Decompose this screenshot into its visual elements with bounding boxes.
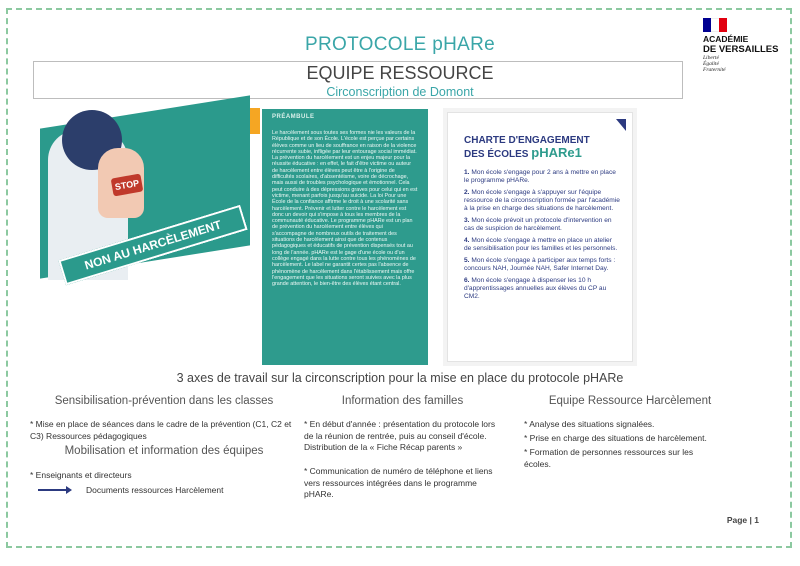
charte-item-text: Mon école s'engage pour 2 ans à mettre en place le programme pHARe. bbox=[464, 169, 616, 184]
stop-badge: STOP bbox=[111, 174, 144, 197]
charte-item-number: 4. bbox=[464, 237, 470, 244]
col2-heading: Information des familles bbox=[341, 395, 464, 407]
charte-item-number: 6. bbox=[464, 277, 470, 284]
arrow-right-icon bbox=[38, 486, 72, 494]
flag-red bbox=[719, 18, 727, 32]
french-flag-icon bbox=[703, 18, 727, 32]
col1-heading2: Mobilisation et information des équipes bbox=[64, 445, 264, 457]
col3-item: * Analyse des situations signalées. bbox=[524, 419, 655, 429]
col1-text: * Mise en place de séances dans le cadre de la prévention (C1, C2 et C3) Ressources pédagogiques bbox=[30, 419, 292, 441]
charte-item-text: Mon école s'engage à participer aux temps forts : concours NAH, Journée NAH, Safer Internet Day. bbox=[464, 257, 616, 272]
col3-item: * Formation de personnes ressources sur les écoles. bbox=[524, 447, 694, 469]
charte-item-number: 1. bbox=[464, 169, 470, 176]
flag-blue bbox=[703, 18, 711, 32]
arrow-head bbox=[66, 486, 72, 494]
col1-text2: * Enseignants et directeurs bbox=[30, 470, 132, 480]
logo-motto-1: Liberté bbox=[703, 55, 719, 61]
arrow-shaft bbox=[38, 489, 66, 491]
axes-title: 3 axes de travail sur la circonscription pour la mise en place du protocole pHARe bbox=[176, 371, 624, 385]
charte-item bbox=[464, 217, 620, 233]
logo-motto-2: Égalité bbox=[703, 61, 719, 67]
charte-item-text: Mon école s'engage à mettre en place un atelier de sensibilisation pour les familles et les personnels. bbox=[464, 237, 618, 252]
charte-item bbox=[464, 169, 620, 185]
documents-ressources-link[interactable]: Documents ressources Harcèlement bbox=[86, 485, 224, 495]
charte-document bbox=[447, 112, 633, 362]
charte-item bbox=[464, 189, 620, 213]
col2-text2: * Communication de numéro de téléphone et liens vers ressources intégrées dans le programme pHARe. bbox=[304, 466, 493, 499]
charte-item bbox=[464, 257, 620, 273]
logo-line2: DE VERSAILLES bbox=[703, 44, 779, 55]
charte-title-line2 bbox=[464, 147, 620, 161]
charte-item-number: 3. bbox=[464, 217, 470, 224]
page-number: Page | 1 bbox=[726, 515, 759, 525]
col2-text: * En début d'année : présentation du protocole lors de la réunion de rentrée, puis au conseil d'école. Distribution de la « Fiche Récap parents » bbox=[304, 419, 496, 452]
charte-item bbox=[464, 237, 620, 253]
charte-title-line1: CHARTE D'ENGAGEMENT bbox=[464, 135, 590, 146]
charte-item-text: Mon école s'engage à s'appuyer sur l'équipe ressource de la circonscription formée par l'académie à la prise en charge des situations de harcèlement. bbox=[464, 189, 620, 212]
preamble-document bbox=[262, 109, 428, 365]
col1-heading: Sensibilisation-prévention dans les classes bbox=[54, 395, 274, 407]
charte-item-text: Mon école prévoit un protocole d'intervention en cas de suspicion de harcèlement. bbox=[464, 217, 612, 232]
col3-item: * Prise en charge des situations de harcèlement. bbox=[524, 433, 707, 443]
banner-non-au-harcelement: NON AU HARCÈLEMENT bbox=[58, 205, 247, 285]
charte-list bbox=[464, 169, 620, 301]
academy-logo bbox=[703, 18, 787, 73]
preamble-heading: PRÉAMBULE bbox=[272, 114, 315, 120]
charte-brand: pHARe1 bbox=[531, 145, 582, 160]
page-title: PROTOCOLE pHARe bbox=[305, 34, 495, 55]
page-subtitle: EQUIPE RESSOURCE bbox=[306, 63, 494, 83]
logo-line1: ACADÉMIE bbox=[703, 34, 749, 44]
corner-marker-icon bbox=[616, 119, 626, 131]
logo-motto-3: Fraternité bbox=[703, 67, 726, 73]
preamble-text: Le harcèlement sous toutes ses formes nie les valeurs de la République et de son École. L'école est perçue par certains élèves comme un lieu de souffrance en raison de la violence récurrente subie, infligée par leur entourage social immédiat. La prévention du harcèlement est un enjeu majeur pour la réussite éducative : en effet, le fait d'être victime ou auteur de harcèlement entre élèves peut être à l'origine de difficultés scolaires, d'absentéisme, voire de décrochage, mais aussi de troubles psychologique et émotionnel. Cela peut conduire à des dépressions graves pour celui qui en est victime, menant parfois jusqu'au suicide. La loi Pour une École de la confiance affirme le droit à une scolarité sans harcèlement. Prévenir et lutter contre le harcèlement est donc un devoir qui s'impose à tous les membres de la communauté éducative. Le programme pHARe est un plan de prévention du harcèlement entre élèves qui s'accompagne de nombreux outils de traitement des situations de harcèlement ainsi que de contenus pédagogiques et éducatifs de prévention dispensés tout au long de l'année. pHARe est le gage d'une école ou d'un collège engagé dans la lutte contre tous les phénomènes de harcèlement. Le label ne garantit certes pas l'absence de phénomène de harcèlement dans l'établissement mais offre l'engagement que les situations seront suivies avec la plus grande attention, le bien-être des élèves étant central. bbox=[272, 130, 418, 288]
charte-item bbox=[464, 277, 620, 301]
district-label: Circonscription de Domont bbox=[326, 85, 474, 99]
col3-heading: Equipe Ressource Harcèlement bbox=[548, 395, 712, 407]
flag-white bbox=[711, 18, 719, 32]
charte-item-number: 5. bbox=[464, 257, 470, 264]
charte-item-text: Mon école s'engage à dispenser les 10 h d'apprentissages annuelles aux élèves du CP au CM2. bbox=[464, 277, 607, 300]
charte-item-number: 2. bbox=[464, 189, 470, 196]
charte-title-prefix: DES ÉCOLES bbox=[464, 149, 532, 160]
